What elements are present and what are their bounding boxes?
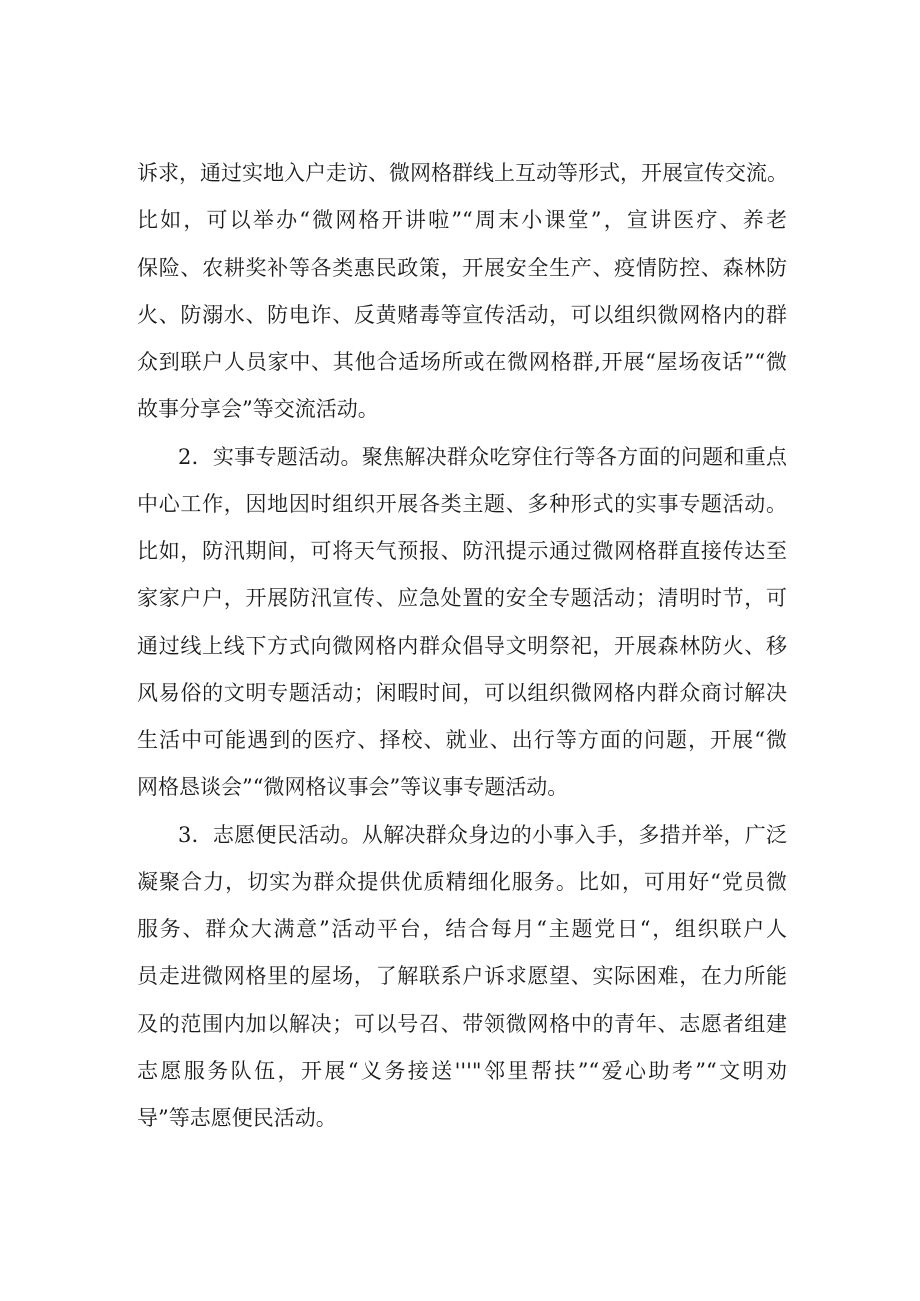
paragraph-1-line-6: 故事分享会”等交流活动。 (137, 397, 379, 421)
paragraph-2-line-2: 中心工作，因地因时组织开展各类主题、多种形式的实事专题活动。 (137, 492, 787, 516)
paragraph-1-line-1: 诉求，通过实地入户走访、微网格群线上互动等形式，开展宣传交流。 (137, 161, 788, 185)
paragraph-3-line-2: 凝聚合力，切实为群众提供优质精细化服务。比如，可用好“党员微 (137, 870, 787, 894)
paragraph-1-line-3: 保险、农耕奖补等各类惠民政策，开展安全生产、疫情防控、森林防 (137, 256, 787, 280)
paragraph-3-line-7: 导”等志愿便民活动。 (137, 1106, 337, 1130)
paragraph-2-line-5: 通过线上线下方式向微网格内群众倡导文明祭祀，开展森林防火、移 (137, 634, 787, 658)
paragraph-3-line-1: 3．志愿便民活动。从解决群众身边的小事入手，多措并举，广泛 (178, 823, 787, 847)
paragraph-2-line-7: 生活中可能遇到的医疗、择校、就业、出行等方面的问题，开展“微 (137, 728, 787, 752)
paragraph-1-line-2: 比如，可以举办“微网格开讲啦”“周末小课堂”，宣讲医疗、养老 (137, 208, 787, 232)
paragraph-3-line-6: 志愿服务队伍，开展“义务接送'''"邻里帮扶”“爱心助考”“文明劝 (137, 1059, 787, 1083)
paragraph-1-line-4: 火、防溺水、防电诈、反黄赌毒等宣传活动，可以组织微网格内的群 (137, 303, 787, 327)
paragraph-2-line-1: 2．实事专题活动。聚焦解决群众吃穿住行等各方面的问题和重点 (178, 445, 787, 469)
paragraph-2-line-8: 网格恳谈会”“微网格议事会”等议事专题活动。 (137, 775, 569, 799)
paragraph-2-line-6: 风易俗的文明专题活动；闲暇时间，可以组织微网格内群众商讨解决 (137, 681, 787, 705)
paragraph-2-line-3: 比如，防汛期间，可将天气预报、防汛提示通过微网格群直接传达至 (137, 539, 787, 563)
paragraph-3-line-4: 员走进微网格里的屋场，了解联系户诉求愿望、实际困难，在力所能 (137, 964, 787, 988)
paragraph-1-line-5: 众到联户人员家中、其他合适场所或在微网格群,开展“屋场夜话”“微 (137, 350, 787, 374)
paragraph-3-line-5: 及的范围内加以解决；可以号召、带领微网格中的青年、志愿者组建 (137, 1012, 787, 1036)
paragraph-2-line-4: 家家户户，开展防汛宣传、应急处置的安全专题活动；清明时节，可 (137, 586, 787, 610)
paragraph-3-line-3: 服务、群众大满意”活动平台，结合每月“主题党日“，组织联户人 (137, 917, 787, 941)
